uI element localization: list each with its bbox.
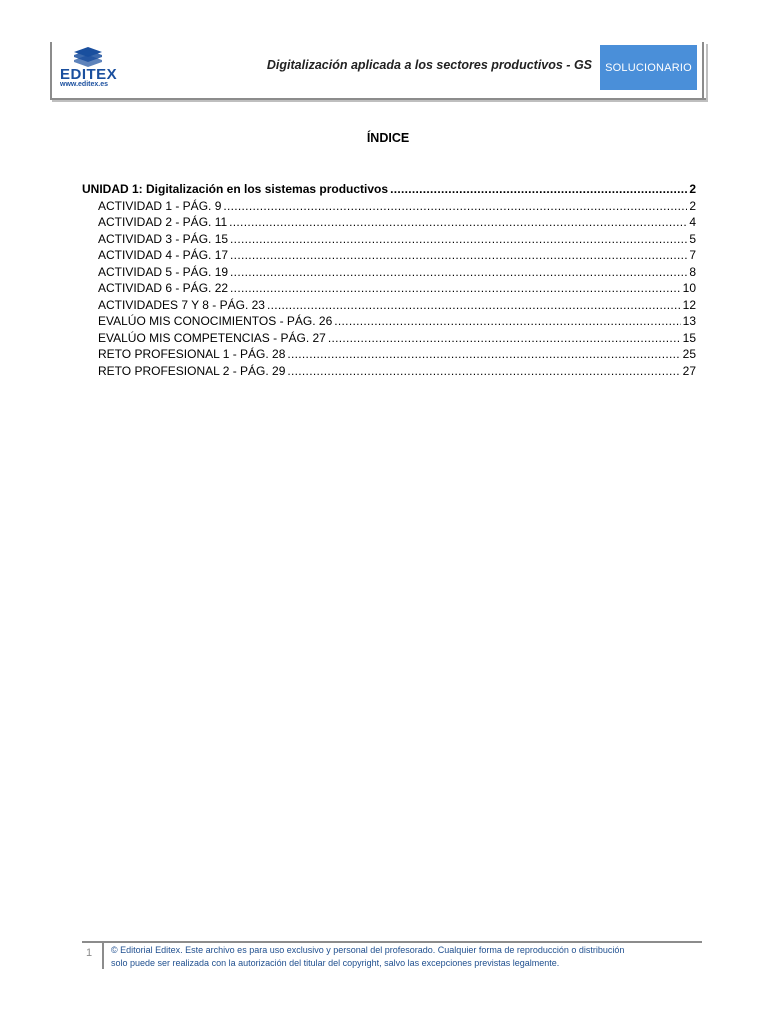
- toc-entry-label: EVALÚO MIS COMPETENCIAS - PÁG. 27: [98, 330, 326, 345]
- toc-entry-label: ACTIVIDAD 3 - PÁG. 15: [98, 231, 229, 246]
- toc-leader-dots: [390, 181, 687, 198]
- toc-entry-label: ACTIVIDADES 7 Y 8 - PÁG. 23: [98, 297, 265, 312]
- toc-entry-page: 8: [689, 264, 696, 279]
- solucionario-badge: SOLUCIONARIO: [600, 45, 697, 90]
- toc-leader-dots: [230, 231, 687, 248]
- toc-entry[interactable]: [82, 363, 696, 380]
- toc-entry-label: RETO PROFESIONAL 2 - PÁG. 29: [98, 363, 286, 378]
- toc-entry-page: 13: [682, 314, 696, 328]
- toc-entry[interactable]: [82, 346, 696, 363]
- footer-page-separator: [102, 941, 104, 969]
- toc-entry-label: ACTIVIDAD 1 - PÁG. 9: [98, 198, 222, 213]
- toc-entry-label: ACTIVIDAD 6 - PÁG. 22: [98, 281, 229, 295]
- books-icon: [74, 47, 102, 67]
- toc-entry-page: 10: [682, 281, 696, 295]
- footer-divider: [82, 941, 702, 943]
- logo-wordmark: EDITEX: [60, 66, 118, 83]
- toc-entry-page: 12: [682, 297, 696, 312]
- toc-entry-label: UNIDAD 1: Digitalización en los sistemas productivos: [82, 182, 389, 196]
- toc-leader-dots: [334, 313, 680, 330]
- toc-leader-dots: [230, 247, 687, 264]
- toc-entry-label: EVALÚO MIS CONOCIMIENTOS - PÁG. 26: [98, 314, 333, 328]
- header-divider: [702, 42, 704, 98]
- page-number: 1: [86, 947, 93, 959]
- toc-entry-page: 15: [682, 330, 696, 345]
- document-title: Digitalización aplicada a los sectores productivos - GS: [266, 58, 592, 72]
- toc-entry-page: 5: [689, 231, 696, 246]
- index-heading: ÍNDICE: [366, 131, 410, 145]
- table-of-contents: [82, 181, 696, 379]
- toc-leader-dots: [230, 264, 687, 281]
- toc-entry-page: 2: [689, 198, 696, 213]
- toc-leader-dots: [230, 280, 681, 297]
- toc-entry[interactable]: [82, 231, 696, 248]
- toc-entry[interactable]: [82, 297, 696, 314]
- toc-entry[interactable]: [82, 313, 696, 330]
- toc-entry[interactable]: [82, 247, 696, 264]
- copyright-line-2: solo puede ser realizada con la autorización del titular del copyright, salvo las excepciones previstas legalmente.: [111, 957, 560, 968]
- toc-entry[interactable]: [82, 198, 696, 215]
- toc-entry[interactable]: [82, 264, 696, 281]
- toc-entry[interactable]: [82, 330, 696, 347]
- logo-url: www.editex.es: [60, 81, 108, 88]
- toc-unit-entry[interactable]: [82, 181, 696, 198]
- toc-entry-page: 27: [682, 363, 696, 378]
- toc-entry-page: 7: [689, 248, 696, 262]
- toc-leader-dots: [287, 363, 680, 380]
- toc-leader-dots: [229, 214, 687, 231]
- copyright-notice: [111, 944, 701, 969]
- toc-leader-dots: [267, 297, 681, 314]
- toc-leader-dots: [223, 198, 687, 215]
- toc-entry-label: ACTIVIDAD 4 - PÁG. 17: [98, 248, 229, 262]
- toc-entry-page: 2: [689, 182, 696, 196]
- toc-entry[interactable]: [82, 214, 696, 231]
- toc-entry-label: ACTIVIDAD 5 - PÁG. 19: [98, 264, 229, 279]
- toc-entry-label: RETO PROFESIONAL 1 - PÁG. 28: [98, 347, 286, 361]
- toc-entry-page: 4: [689, 215, 696, 229]
- copyright-line-1: © Editorial Editex. Este archivo es para uso exclusivo y personal del profesorado. Cualquier forma de reproducción o distribución: [111, 945, 625, 955]
- toc-leader-dots: [287, 346, 680, 363]
- toc-entry[interactable]: [82, 280, 696, 297]
- toc-entry-page: 25: [682, 347, 696, 361]
- toc-leader-dots: [328, 330, 681, 347]
- toc-entry-label: ACTIVIDAD 2 - PÁG. 11: [98, 215, 228, 229]
